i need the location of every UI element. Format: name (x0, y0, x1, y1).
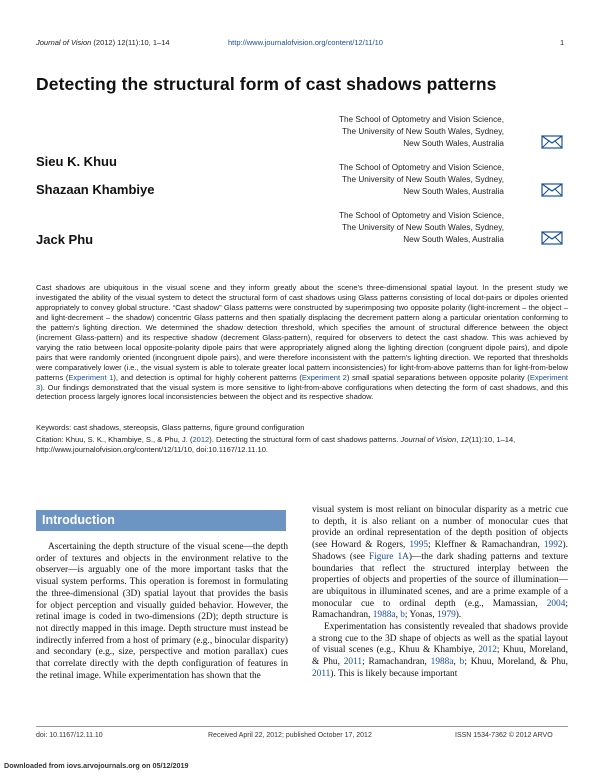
text-run: ; Khuu, Moreland, & Phu, (312, 645, 568, 668)
ref-link[interactable]: b (459, 657, 465, 668)
section-heading-introduction: Introduction (36, 510, 286, 531)
author-affiliation-1 (244, 114, 504, 150)
abstract (36, 283, 568, 402)
citation-text: , (456, 435, 461, 444)
journal-name: Journal of Vision (36, 38, 92, 47)
affiliation-line: The School of Optometry and Vision Science, (338, 115, 504, 124)
text-run: ). This is likely because important (330, 668, 458, 679)
body-column-right (312, 505, 568, 681)
experiment-2-link[interactable]: Experiment 2 (301, 372, 347, 382)
experiment-1-link[interactable]: Experiment 1 (68, 372, 114, 382)
paragraph (312, 622, 568, 681)
paragraph (312, 505, 568, 622)
ref-link[interactable]: 1988a (372, 610, 396, 621)
affiliation-line: The University of New South Wales, Sydney, (342, 223, 504, 232)
envelope-icon[interactable] (541, 135, 563, 149)
text-run: visual system is most reliant on binocular disparity as a metric cue to depth, it is also reliant on a number of monocular cues that provide an ordinal representation of the depth position of objects (see Howard & Rogers, (312, 505, 568, 551)
paragraph: Ascertaining the depth structure of the visual scene—the depth order of textures and objects in the environment relative to the observer—is arguably one of the more important tasks that the visual system performs. This operation is foremost in formulating the three-dimensional (3D) spatial layout that provides the basis for object perception and visually guided behavior. However, the retinal image is coded in two-dimensions (2D); depth structure is not directly mapped in this image. Depth structure must instead be indirectly inferred from a host of primary (e.g., binocular disparity) and secondary (e.g., size, perspective and motion parallax) cues that correlate directly with the depth configuration of features in the retinal image. While experimentation has shown that the (36, 542, 288, 681)
citation-text: ). Detecting the structural form of cast shadows patterns. (209, 435, 401, 444)
citation-year-link[interactable]: 2012 (192, 435, 210, 444)
ref-link[interactable]: 2004 (546, 598, 566, 609)
keywords: Keywords: cast shadows, stereopsis, Glass patterns, figure ground configuration (36, 423, 305, 432)
author-name-1: Sieu K. Khuu (36, 154, 117, 169)
affiliation-line: New South Wales, Australia (403, 235, 504, 244)
envelope-icon[interactable] (541, 231, 563, 245)
envelope-icon[interactable] (541, 183, 563, 197)
article-title: Detecting the structural form of cast shadows patterns (36, 74, 497, 94)
page-number: 1 (560, 38, 565, 47)
abstract-text: Cast shadows are ubiquitous in the visual scene and they inform greatly about the scene's three-dimensional spatial layout. In the present study we investigated the ability of the visual system to detect the structural form of cast shadows using Glass patterns consisting of local dot-pairs or dipoles oriented appropriately to convey global structure. “Cast shadow” Glass patterns were constructed by superimposing two opposite polarity (light-increment – the object – and light-decrement – the shadow) concentric Glass patterns and then spatially displacing the decrement pattern along a particular orientation conforming to the pattern's lighting direction. We determined the shadow detection threshold, which specifies the amount of structural difference between the object (increment Glass-pattern) and its respective shadow (decrement Glass-pattern), required for observers to detect the cast shadow. This was achieved by varying the ratio between local opposite-polarity dipole pairs that were appropriately aligned along the lighting direction (congruent dipole pairs), and dipole pairs that were randomly oriented (incongruent dipole pairs), and were therefore inconsistent with the pattern's lighting direction. We reported that thresholds were comparatively lower (i.e., the visual system is able to tolerate greater local pattern inconsistencies) for light-from-above patterns than for light-from-below patterns ( (36, 283, 568, 382)
ref-link[interactable]: 1995 (409, 540, 429, 551)
ref-link[interactable]: 1979 (437, 610, 456, 621)
ref-link[interactable]: b (400, 610, 405, 621)
text-run: ). (455, 610, 462, 621)
citation-text: Citation: Khuu, S. K., Khambiye, S., & Phu, J. ( (36, 435, 193, 444)
author-name-3: Jack Phu (36, 232, 94, 247)
abstract-text: ) small spatial separations between opposite polarity ( (346, 372, 530, 382)
citation-text: (11):10, 1–14, http://www.journalofvision.org/content/12/11/10, doi:10.1167/12.11.10. (36, 435, 516, 454)
citation (36, 435, 568, 455)
text-run: ; Kleffner & Ramachandran, (428, 540, 544, 551)
affiliation-line: The University of New South Wales, Sydney, (342, 127, 504, 136)
citation-journal: Journal of Vision (400, 435, 457, 444)
text-run: ; Ramachandran, (312, 598, 568, 621)
text-run: ; Yonas, (404, 610, 438, 621)
author-affiliation-3 (244, 210, 504, 246)
abstract-text: ), and detection is optimal for highly coherent patterns ( (113, 372, 302, 382)
ref-link[interactable]: 2011 (343, 657, 363, 668)
journal-issue: (2012) 12(11):10, 1–14 (91, 38, 170, 47)
affiliation-line: New South Wales, Australia (403, 139, 504, 148)
text-run: , (453, 657, 460, 668)
ref-link[interactable]: 1992 (543, 540, 563, 551)
abstract-text: ). Our findings demonstrated that the visual system is more sensitive to light-from-above configurations when detecting the form of cast shadows, and this detection process largely ignores local inconsistencies between the object and its respective shadow. (36, 382, 568, 402)
affiliation-line: The University of New South Wales, Sydney, (342, 175, 504, 184)
affiliation-line: The School of Optometry and Vision Science, (338, 163, 504, 172)
experiment-3-link[interactable]: Experiment 3 (36, 372, 568, 392)
text-run: )—the dark shading patterns and texture boundaries that reflect the structured interplay between the properties of objects and properties of the source of illumination—are ubiquitous in illuminated scenes, and are a prime example of a monocular cue to ordinal depth (e.g., Mamassian, (312, 551, 568, 609)
text-run: , (395, 610, 401, 621)
author-affiliation-2 (244, 162, 504, 198)
footer-issn: ISSN 1534-7362 © 2012 ARVO (455, 732, 553, 739)
ref-link[interactable]: 1988a (430, 657, 454, 668)
citation-volume: 12 (460, 435, 469, 444)
footer-doi: doi: 10.1167/12.11.10 (36, 732, 103, 739)
running-header-citation (36, 38, 170, 47)
affiliation-line: New South Wales, Australia (403, 187, 504, 196)
footer-divider (36, 726, 568, 727)
ref-link[interactable]: 2011 (312, 668, 331, 679)
author-name-2: Shazaan Khambiye (36, 182, 155, 197)
header-url-link[interactable]: http://www.journalofvision.org/content/12/11/10 (228, 38, 383, 47)
text-run: ; Khuu, Moreland, & Phu, (464, 657, 568, 668)
body-column-left (36, 542, 288, 682)
text-run: ). Shadows (see (312, 540, 568, 562)
ref-link[interactable]: 2012 (478, 645, 497, 656)
text-run: Experimentation has consistently revealed that shadows provide a strong cue to the 3D shape of objects as well as the spatial layout of visual scenes (e.g., Khuu & Khambiye, (312, 622, 568, 656)
footer-received: Received April 22, 2012; published October 17, 2012 (208, 732, 372, 739)
figure-1a-link[interactable]: Figure 1A (369, 551, 409, 562)
text-run: ; Ramachandran, (362, 657, 431, 668)
affiliation-line: The School of Optometry and Vision Science, (338, 211, 504, 220)
download-stamp: Downloaded from iovs.arvojournals.org on 05/12/2019 (4, 761, 189, 770)
